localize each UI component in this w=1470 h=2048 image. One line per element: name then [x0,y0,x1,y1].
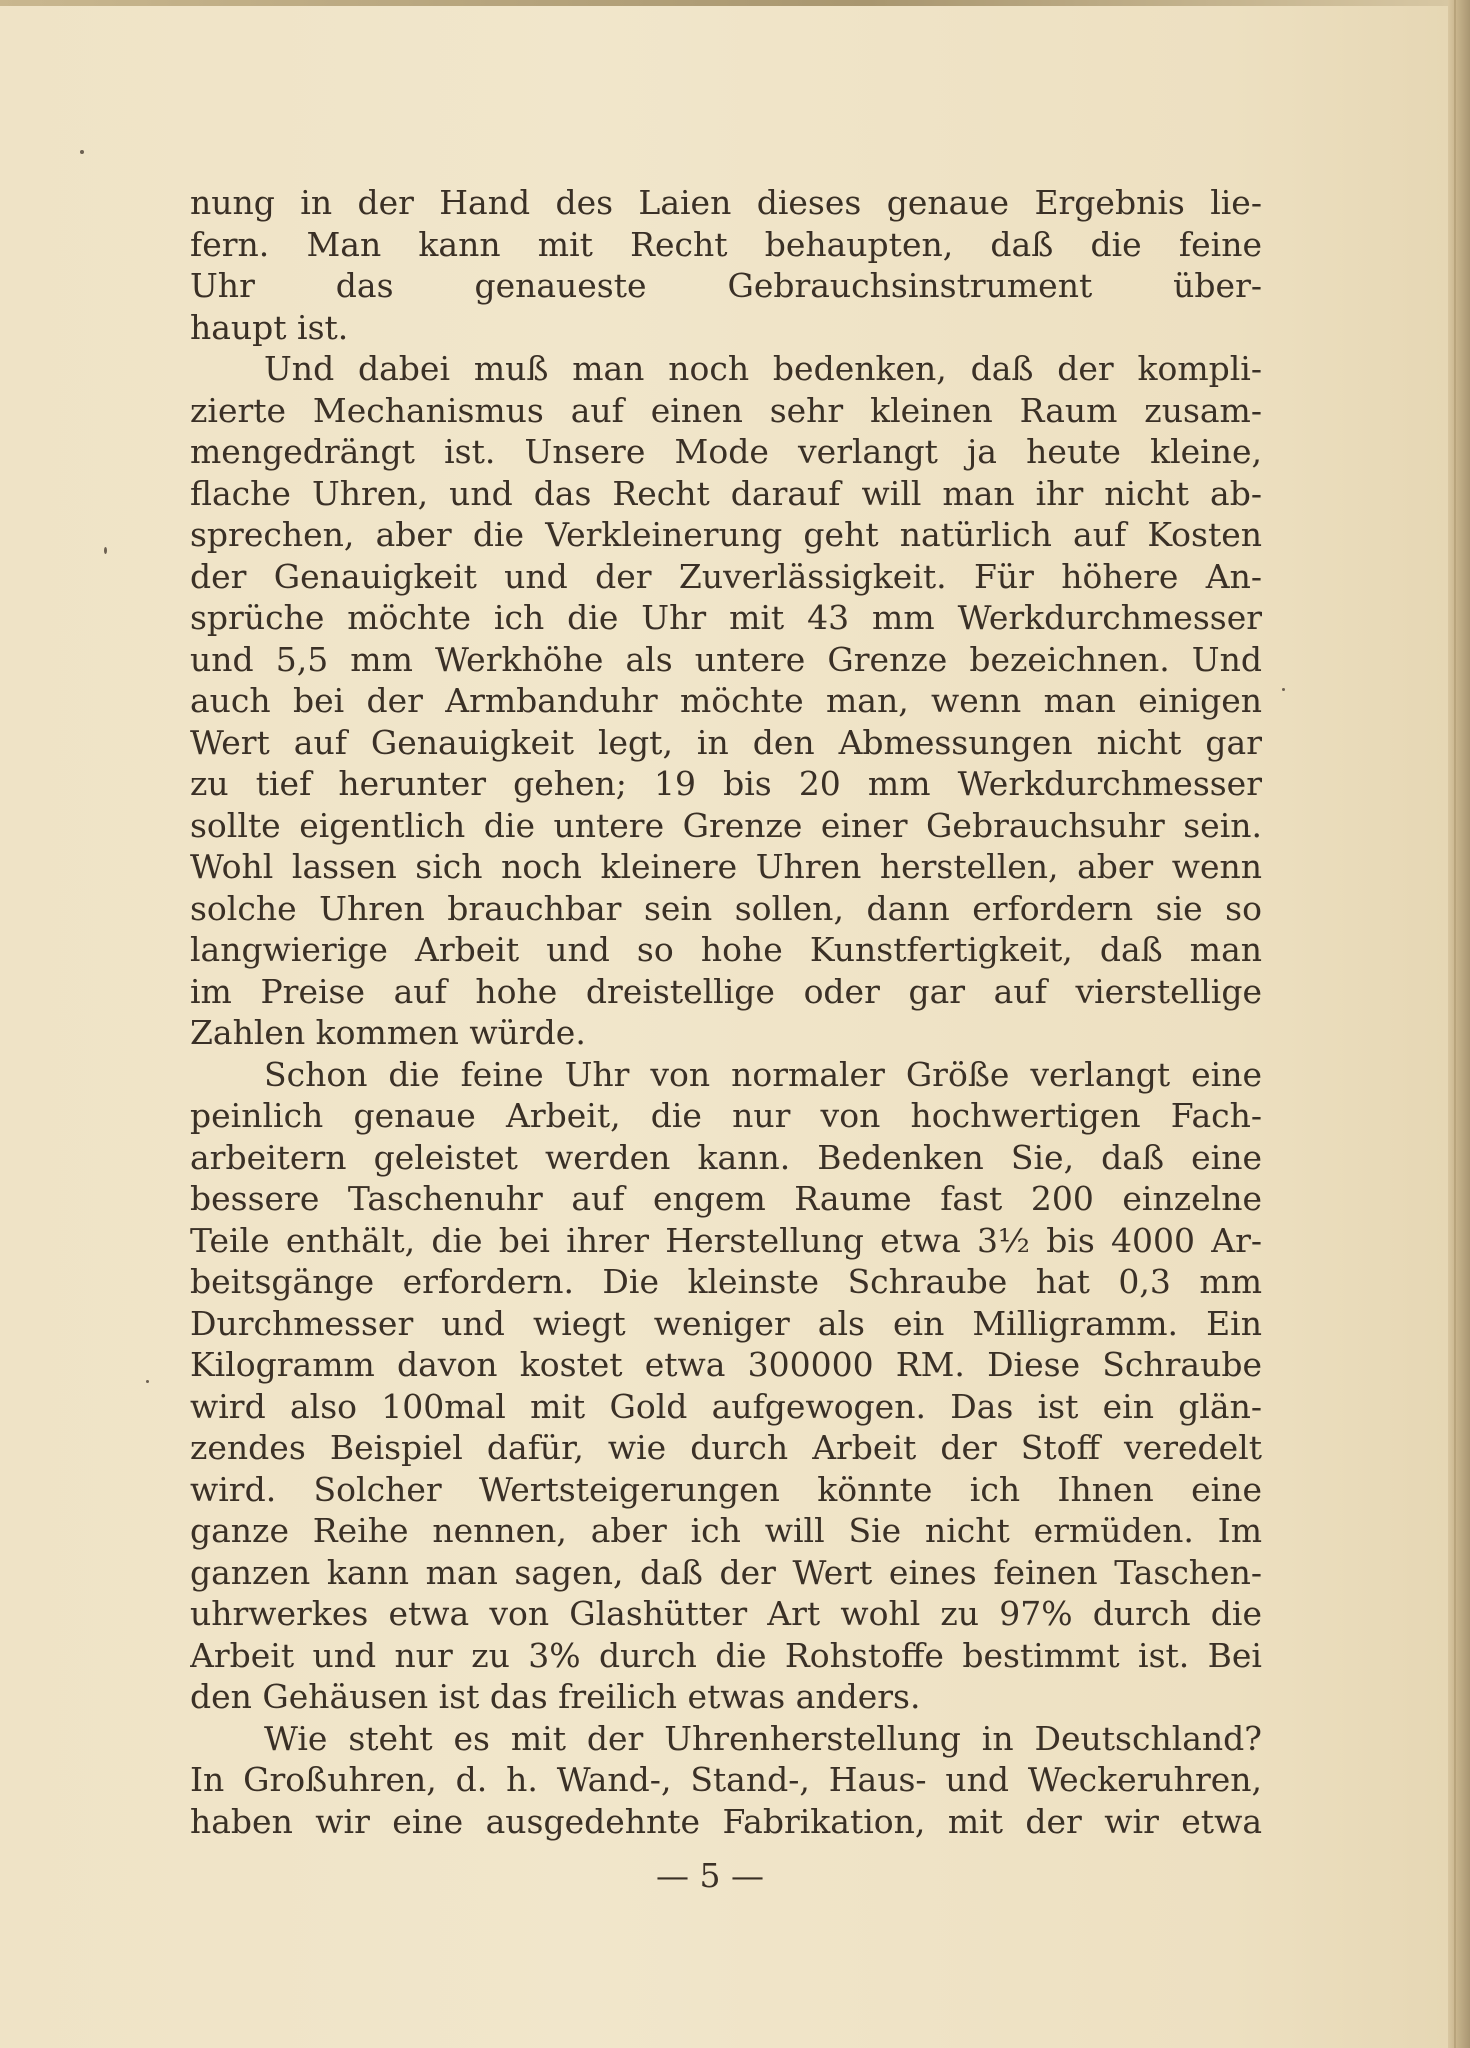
text-line: In Großuhren, d. h. Wand-, Stand-, Haus- und Weckeruhren, [190,1760,1262,1799]
text-line: sprüche möchte ich die Uhr mit 43 mm Werkdurchmesser [190,598,1262,637]
text-line: zu tief herunter gehen; 19 bis 20 mm Werkdurchmesser [190,764,1262,803]
text-line: sollte eigentlich die untere Grenze einer Gebrauchsuhr sein. [190,805,1262,845]
text-line: Wohl lassen sich noch kleinere Uhren herstellen, aber wenn [190,847,1262,886]
text-line: Zahlen kommen würde. [190,1013,586,1052]
text-line: mengedrängt ist. Unsere Mode verlangt ja heute kleine, [190,432,1262,471]
text-line: und 5,5 mm Werkhöhe als untere Grenze bezeichnen. Und [190,639,1262,679]
text-line: beitsgänge erfordern. Die kleinste Schraube hat 0,3 mm [190,1262,1262,1301]
page-top-edge [0,0,1448,6]
text-line: flache Uhren, und das Recht darauf will man ihr nicht ab- [190,473,1262,513]
paper-speck [104,547,107,554]
text-line: zierte Mechanismus auf einen sehr kleinen Raum zusam- [190,390,1262,430]
text-line: zendes Beispiel dafür, wie durch Arbeit der Stoff veredelt [190,1428,1262,1467]
text-line: der Genauigkeit und der Zuverlässigkeit. Für höhere An- [190,556,1262,596]
body-text [190,182,1262,1842]
text-line: solche Uhren brauchbar sein sollen, dann erfordern sie so [190,888,1262,928]
text-line: bessere Taschenuhr auf engem Raume fast 200 einzelne [190,1179,1262,1218]
text-line: uhrwerkes etwa von Glashütter Art wohl zu 97% durch die [190,1594,1262,1633]
paper-speck [1282,688,1285,691]
page-right-edge [1448,0,1470,2048]
text-line: arbeitern geleistet werden kann. Bedenken Sie, daß eine [190,1137,1262,1177]
text-line: Arbeit und nur zu 3% durch die Rohstoffe bestimmt ist. Bei [190,1635,1262,1675]
text-line: Wie steht es mit der Uhrenherstellung in Deutschland? [264,1718,1262,1758]
text-line: Teile enthält, die bei ihrer Herstellung etwa 3½ bis 4000 Ar- [190,1220,1262,1260]
text-line: den Gehäusen ist das freilich etwas anders. [190,1677,921,1716]
text-line: Schon die feine Uhr von normaler Größe verlangt eine [264,1054,1262,1094]
text-line: Kilogramm davon kostet etwa 300000 RM. Diese Schraube [190,1345,1262,1384]
text-line: haupt ist. [190,307,349,347]
paper-speck [146,1380,149,1383]
text-line: Wert auf Genauigkeit legt, in den Abmessungen nicht gar [190,722,1262,762]
text-line: langwierige Arbeit und so hohe Kunstfertigkeit, daß man [190,930,1262,969]
text-line: sprechen, aber die Verkleinerung geht natürlich auf Kosten [190,515,1262,554]
text-line: Uhr das genaueste Gebrauchsinstrument über- [190,266,1262,305]
text-line: im Preise auf hohe dreistellige oder gar auf vierstellige [190,971,1262,1011]
text-line: peinlich genaue Arbeit, die nur von hochwertigen Fach- [190,1096,1262,1135]
text-line: ganzen kann man sagen, daß der Wert eines feinen Taschen- [190,1552,1262,1592]
text-line: fern. Man kann mit Recht behaupten, daß die feine [190,224,1262,264]
text-line: auch bei der Armbanduhr möchte man, wenn man einigen [190,681,1262,720]
text-line: ganze Reihe nennen, aber ich will Sie nicht ermüden. Im [190,1511,1262,1550]
text-line: wird also 100mal mit Gold aufgewogen. Das ist ein glän- [190,1386,1262,1426]
page-number: — 5 — [656,1856,764,1895]
text-line: Und dabei muß man noch bedenken, daß der kompli- [264,349,1262,388]
paper-speck [80,150,84,154]
text-line: nung in der Hand des Laien dieses genaue Ergebnis lie- [190,183,1262,222]
text-line: Durchmesser und wiegt weniger als ein Milligramm. Ein [190,1303,1262,1343]
text-line: haben wir eine ausgedehnte Fabrikation, mit der wir etwa [190,1801,1262,1841]
text-line: wird. Solcher Wertsteigerungen könnte ich Ihnen eine [190,1469,1262,1509]
